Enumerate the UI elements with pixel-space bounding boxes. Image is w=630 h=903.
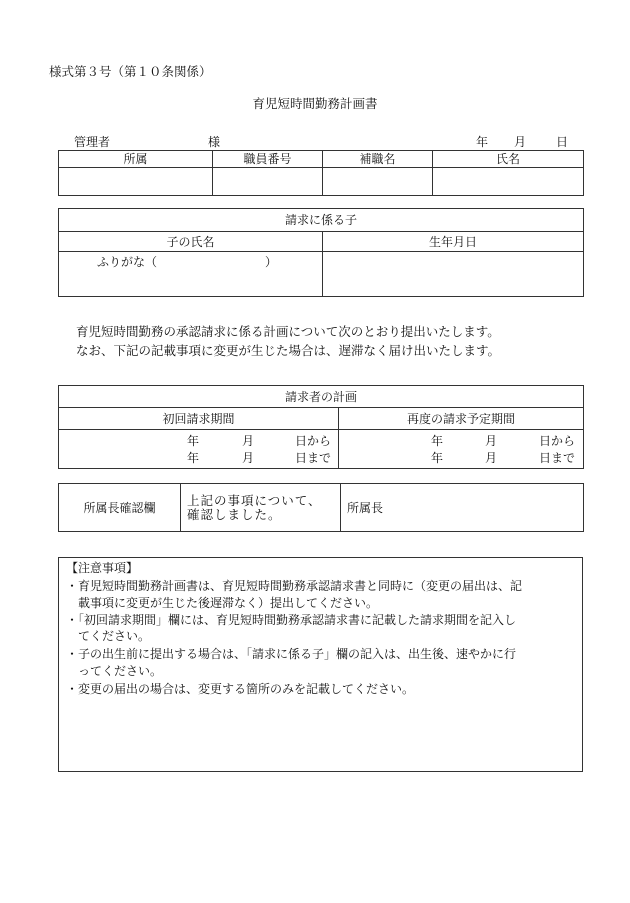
- supervisor-label: 所属長: [347, 501, 384, 515]
- first-start-from: 日から: [295, 434, 332, 448]
- confirmation-label: 所属長確認欄: [59, 484, 181, 532]
- furigana-label: ふりがな（ ）: [97, 255, 278, 269]
- manager-label: 管理者: [74, 135, 111, 149]
- child-name-header: 子の氏名: [59, 232, 323, 252]
- note-line: ・変更の届出の場合は、変更する箇所のみを記載してください。: [66, 682, 415, 696]
- first-end-month: 月: [242, 451, 255, 465]
- first-end-to: 日まで: [295, 451, 332, 465]
- next-end-to: 日まで: [539, 451, 576, 465]
- note-line: てください。: [78, 629, 151, 643]
- notes-box: [58, 557, 583, 772]
- date-day-label: 日: [556, 135, 569, 149]
- note-line: ・「初回請求期間」欄には、育児短時間勤務承認請求書に記載した請求期間を記入し: [66, 613, 517, 627]
- note-line: ・育児短時間勤務計画書は、育児短時間勤務承認請求書と同時に（変更の届出は、記: [66, 579, 523, 593]
- supervisor-field[interactable]: [341, 484, 584, 532]
- child-name-field[interactable]: [59, 252, 323, 297]
- first-end-year: 年: [187, 451, 200, 465]
- birth-date-header: 生年月日: [323, 232, 584, 252]
- affiliation-field[interactable]: [59, 168, 213, 196]
- next-end-year: 年: [431, 451, 444, 465]
- honorific-label: 様: [208, 135, 221, 149]
- staff-number-header: 職員番号: [213, 151, 323, 168]
- position-field[interactable]: [323, 168, 433, 196]
- affiliation-header: 所属: [59, 151, 213, 168]
- form-number: 様式第３号（第１０条関係）: [49, 64, 212, 79]
- plan-table-title: 請求者の計画: [59, 386, 584, 408]
- date-year-label: 年: [476, 135, 489, 149]
- birth-date-field[interactable]: [323, 252, 584, 297]
- confirmation-text: 上記の事項について、確認しました。: [181, 484, 341, 532]
- declaration-line-2: なお、下記の記載事項に変更が生じた場合は、遅滞なく届け出いたします。: [76, 343, 501, 358]
- note-line: ・子の出生前に提出する場合は、「請求に係る子」欄の記入は、出生後、速やかに行: [66, 647, 517, 661]
- position-header: 補職名: [323, 151, 433, 168]
- next-start-from: 日から: [539, 434, 576, 448]
- child-table-title: 請求に係る子: [59, 209, 584, 232]
- next-start-month: 月: [485, 434, 498, 448]
- next-period-header: 再度の請求予定期間: [339, 408, 584, 430]
- confirmation-table: [58, 483, 584, 532]
- next-end-month: 月: [485, 451, 498, 465]
- first-period-field[interactable]: [59, 430, 339, 469]
- plan-table: [58, 385, 584, 469]
- child-table: [58, 208, 584, 297]
- staff-table: [58, 150, 584, 196]
- date-month-label: 月: [514, 135, 527, 149]
- name-field[interactable]: [433, 168, 584, 196]
- notes-title: 【注意事項】: [66, 561, 139, 575]
- next-period-field[interactable]: [339, 430, 584, 469]
- first-start-year: 年: [187, 434, 200, 448]
- name-header: 氏名: [433, 151, 584, 168]
- first-period-header: 初回請求期間: [59, 408, 339, 430]
- next-start-year: 年: [431, 434, 444, 448]
- note-line: 載事項に変更が生じた後遅滞なく）提出してください。: [78, 596, 379, 610]
- note-line: ってください。: [78, 664, 163, 678]
- first-start-month: 月: [242, 434, 255, 448]
- document-title: 育児短時間勤務計画書: [252, 96, 378, 111]
- declaration-line-1: 育児短時間勤務の承認請求に係る計画について次のとおり提出いたします。: [76, 324, 500, 339]
- staff-number-field[interactable]: [213, 168, 323, 196]
